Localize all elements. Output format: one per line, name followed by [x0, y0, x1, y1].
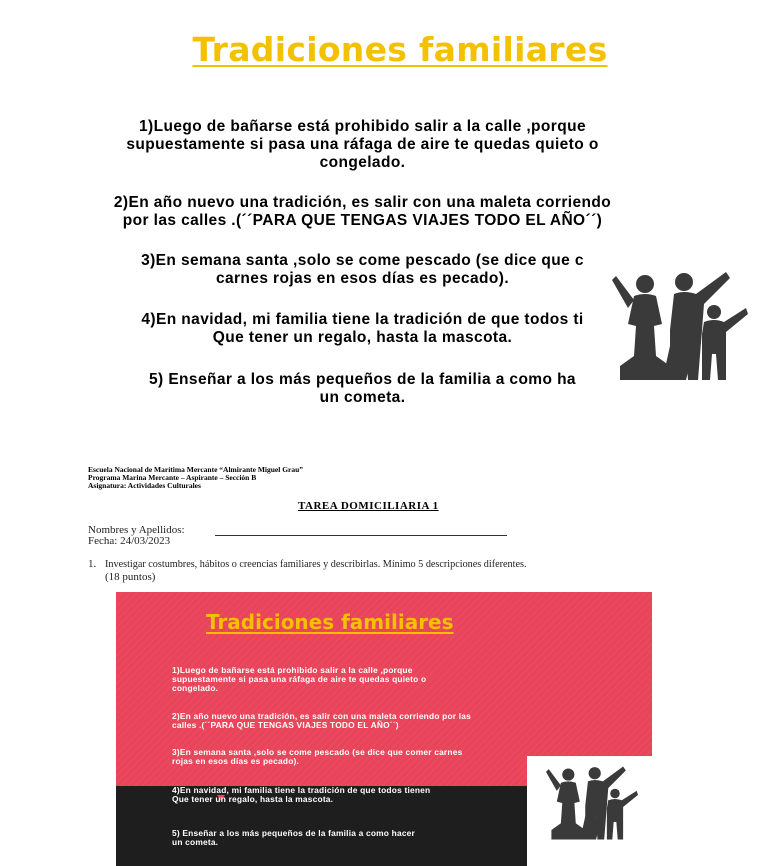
slide-item-1-line-3: congelado. — [172, 683, 219, 693]
slide-item-3-line-1: 3)En semana santa ,solo se come pescado (se dice que comer carnes — [172, 747, 463, 757]
slide-item-4 — [172, 786, 430, 804]
family-icon — [612, 270, 748, 382]
slide-item-5-line-1: 5) Enseñar a los más pequeños de la familia a como hacer — [172, 828, 415, 838]
question-points: (18 puntos) — [105, 571, 156, 583]
tradition-1-line-1: 1)Luego de bañarse está prohibido salir a la calle ,porque — [139, 118, 586, 135]
family-icon — [546, 765, 638, 841]
tradition-2-line-2: por las calles .(´´PARA QUE TENGAS VIAJES TODO EL AÑO´´) — [122, 212, 603, 229]
slide-image — [116, 592, 652, 866]
question-text: Investigar costumbres, hábitos o creencias familiares y describirlas. Mínimo 5 descripciones diferentes. — [105, 559, 527, 570]
school-line-1: Escuela Nacional de Marítima Mercante “Almirante Miguel Grau” — [88, 465, 304, 474]
slide-item-5-line-2: un cometa. — [172, 837, 219, 847]
tradition-1-line-2: supuestamente si pasa una ráfaga de aire te quedas quieto o — [126, 136, 599, 153]
slide-item-2-line-2: calles .(´´PARA QUE TENGAS VIAJES TODO EL AÑO´´) — [172, 720, 399, 730]
name-label: Nombres y Apellidos: — [88, 524, 185, 536]
question-number: 1. — [88, 558, 97, 570]
tradition-2-line-1: 2)En año nuevo una tradición, es salir con una maleta corriendo — [113, 194, 612, 211]
task-title: TAREA DOMICILIARIA 1 — [298, 500, 439, 512]
slide-item-2 — [172, 712, 471, 730]
tradition-item-1 — [70, 118, 655, 172]
tradition-3-line-2: carnes rojas en esos días es pecado). — [215, 270, 510, 287]
tradition-item-4 — [70, 311, 655, 347]
tradition-3-line-1: 3)En semana santa ,solo se come pescado (se dice que c — [141, 252, 584, 269]
slide-item-1 — [172, 666, 426, 693]
tradition-5-line-1: 5) Enseñar a los más pequeños de la familia a como ha — [149, 371, 576, 388]
tradition-item-3 — [70, 252, 655, 288]
tradition-4-line-1: 4)En navidad, mi familia tiene la tradición de que todos ti — [141, 311, 584, 328]
tradition-1-line-3: congelado. — [319, 154, 406, 171]
name-underline — [215, 535, 507, 536]
slide-title: Tradiciones familiares — [206, 610, 454, 634]
tradition-item-2 — [70, 194, 655, 230]
slide-item-1-line-1: 1)Luego de bañarse está prohibido salir a la calle ,porque — [172, 665, 413, 675]
slide-item-4-line-1: 4)En navidad, mi familia tiene la tradición de que todos tienen — [172, 785, 431, 795]
tradition-5-line-2: un cometa. — [319, 389, 406, 406]
slide-item-3 — [172, 748, 462, 766]
slide-item-1-line-2: supuestamente si pasa una ráfaga de aire te quedas quieto o — [172, 674, 427, 684]
slide-item-2-line-1: 2)En año nuevo una tradición, es salir con una maleta corriendo por las — [172, 711, 472, 721]
school-line-2: Programa Marina Mercante – Aspirante – Sección B — [88, 473, 257, 482]
date-label: Fecha: 24/03/2023 — [88, 535, 171, 547]
tradition-4-line-2: Que tener un regalo, hasta la mascota. — [212, 329, 513, 346]
tradition-item-5 — [70, 371, 655, 407]
school-line-3: Asignatura: Actividades Culturales — [88, 481, 201, 490]
slide-item-5 — [172, 829, 415, 847]
slide-item-4-line-2: Que tener un regalo, hasta la mascota. — [172, 794, 334, 804]
slide-item-3-line-2: rojas en esos días es pecado). — [172, 756, 300, 766]
page-title: Tradiciones familiares — [192, 30, 608, 69]
